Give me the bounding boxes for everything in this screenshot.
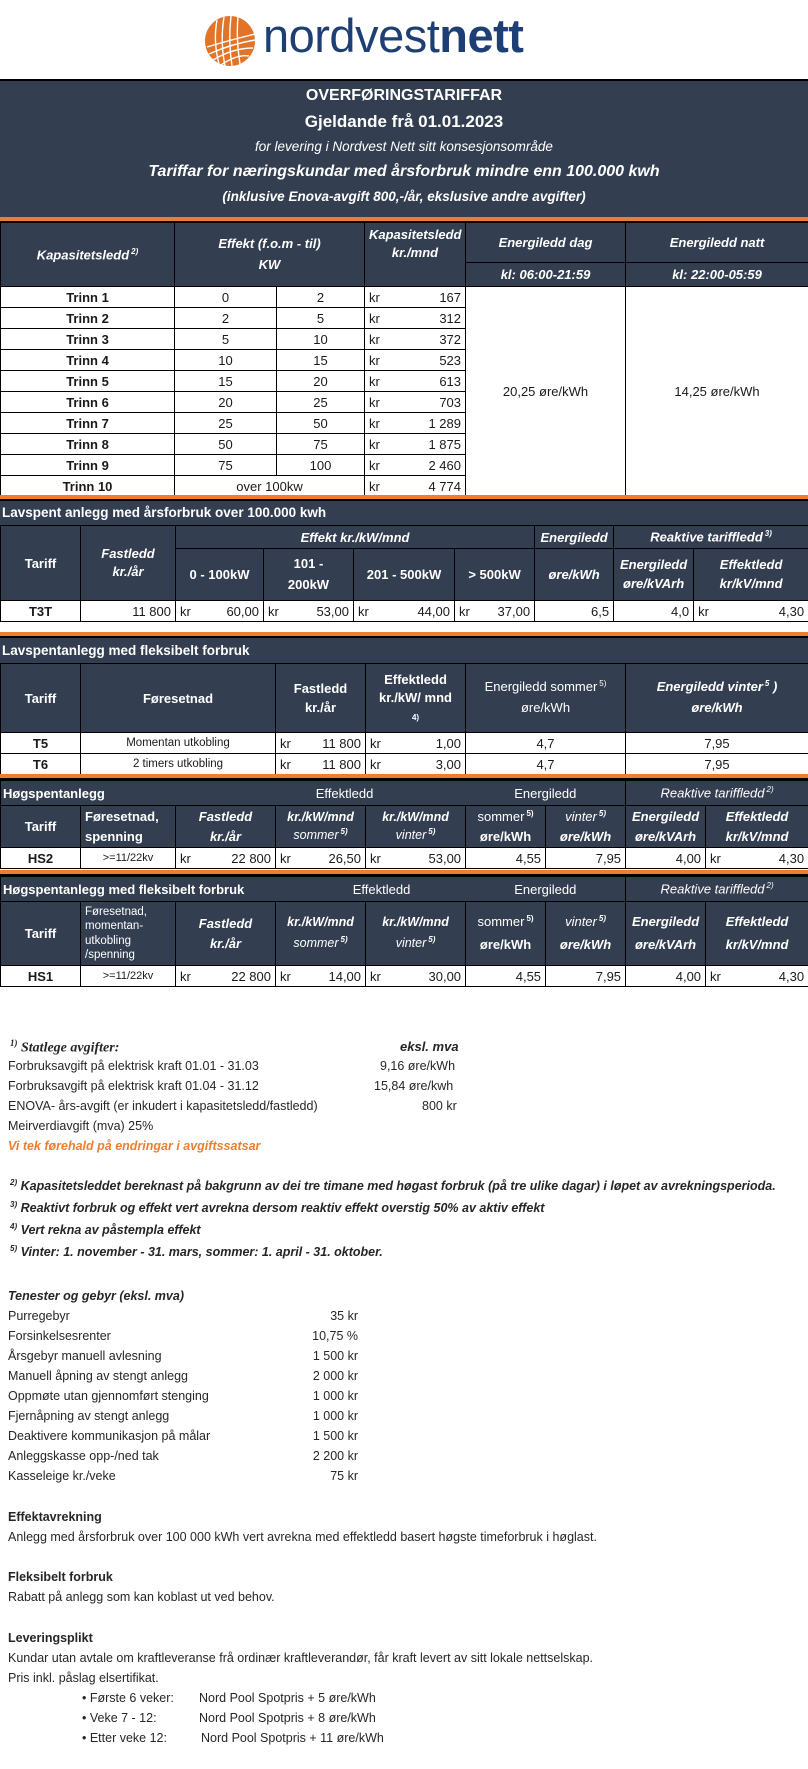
row-sommer-kr: 14,00 <box>298 966 366 987</box>
effektavrekning-text: Anlegg med årsforbruk over 100 000 kWh vert avrekna med effektledd basert høgste timeforbruk i høglast. <box>8 1530 597 1544</box>
row-price: 4 774 <box>391 476 466 497</box>
header-effektledd: Effektledd <box>298 877 466 902</box>
row-name: Trinn 9 <box>1 455 175 476</box>
header-energiledd-vinter: Energiledd vinter $^5$ ) øre/kWh <box>626 664 808 733</box>
row-name: Trinn 2 <box>1 308 175 329</box>
row-currency: kr <box>264 601 282 622</box>
row-currency: kr <box>366 733 391 754</box>
header-foresetnad: Føresetnad <box>81 664 276 733</box>
header-effektledd: Effektledd kr./kW/ mnd 4) <box>366 664 466 733</box>
row-re-effektledd: 4,30 <box>728 966 808 987</box>
table-row <box>1 966 808 987</box>
row-currency: kr <box>365 308 391 329</box>
header-energiledd-natt: Energiledd natt <box>626 223 808 263</box>
header-sommer-energi: sommer $^{5)}$ øre/kWh <box>466 902 546 966</box>
row-currency: kr <box>365 329 391 350</box>
row-sommer-energi: 4,55 <box>466 966 546 987</box>
avgifter-col-header: eksl. mva <box>400 1039 459 1054</box>
header-energiledd: Energiledd <box>535 526 614 549</box>
row-re-energiledd: 4,00 <box>626 848 706 869</box>
header-tariff: Tariff <box>1 902 81 966</box>
row-sommer: 4,7 <box>466 733 626 754</box>
row-price: 613 <box>391 371 466 392</box>
row-currency: kr <box>366 848 388 869</box>
service-row <box>8 1369 358 1389</box>
header-kapasitetsledd: Kapasitetsledd $^{2)}$ <box>1 223 175 287</box>
row-vinter: 7,95 <box>626 754 808 775</box>
header-re-energiledd: Energiledd øre/kVArh <box>626 902 706 966</box>
bullet-value: Nord Pool Spotpris + 8 øre/kWh <box>199 1711 376 1725</box>
subtitle: Tariffar for næringskundar med årsforbruk mindre enn 100.000 kwh <box>148 163 660 180</box>
row-to: 100 <box>277 455 365 476</box>
services-title: Tenester og gebyr (eksl. mva) <box>8 1289 184 1303</box>
row-to: 15 <box>277 350 365 371</box>
row-fastledd: 22 800 <box>198 848 276 869</box>
header-vinter-energi: vinter $^{5)}$ øre/kWh <box>546 806 626 848</box>
row-currency: kr <box>706 966 728 987</box>
row-price: 372 <box>391 329 466 350</box>
header-fastledd: Fastledd kr./år <box>176 902 276 966</box>
service-row <box>8 1429 358 1449</box>
header-tariff: Tariff <box>1 526 81 601</box>
header-over-500kw: > 500kW <box>455 549 535 601</box>
header-effekt: Effekt (f.o.m - til) KW <box>175 223 365 287</box>
row-re-energiledd: 4,0 <box>614 601 694 622</box>
logo-wordmark <box>263 8 523 63</box>
valid-from: Gjeldande frå 01.01.2023 <box>304 112 504 131</box>
row-currency: kr <box>365 392 391 413</box>
header-fastledd: Fastledd kr./år <box>176 806 276 848</box>
table-row <box>1 733 808 754</box>
footnote: $^{2)}$ Kapasitetsleddet bereknast på bakgrunn av dei tre timane med høgast forbruk (på tre ulike dagar) i løpet av avrekningsperioda. <box>10 1178 776 1194</box>
row-currency: kr <box>365 434 391 455</box>
table-row <box>1 601 808 622</box>
row-currency: kr <box>176 966 198 987</box>
service-value: 2 200 kr <box>312 1449 358 1463</box>
table-row <box>1 848 808 869</box>
row-currency: kr <box>276 848 298 869</box>
row-currency: kr <box>365 455 391 476</box>
header-vinter-energi: vinter $^{5)}$ øre/kWh <box>546 902 626 966</box>
footnote: $^{5)}$ Vinter: 1. november - 31. mars, sommer: 1. april - 31. oktober. <box>10 1244 383 1260</box>
service-value: 1 500 kr <box>312 1349 358 1363</box>
row-from: 0 <box>175 287 277 308</box>
leveringsplikt-text: Pris inkl. påslag elsertifikat. <box>8 1671 159 1685</box>
row-from: 15 <box>175 371 277 392</box>
service-label: Forsinkelsesrenter <box>8 1329 111 1343</box>
avgift-label: ENOVA- års-avgift (er inkudert i kapasitetsledd/fastledd) <box>8 1099 318 1113</box>
row-currency: kr <box>354 601 372 622</box>
row-currency: kr <box>365 476 391 497</box>
logo-text-bold: nett <box>439 9 524 62</box>
row-tariff: HS2 <box>1 848 81 869</box>
lavspent-fleksibelt-table <box>0 663 808 775</box>
header-0-100kw: 0 - 100kW <box>176 549 264 601</box>
header-tariff: Tariff <box>1 806 81 848</box>
header-sommer-kr: kr./kW/mnd sommer $^{5)}$ <box>276 806 366 848</box>
header-natt-time: kl: 22:00-05:59 <box>626 263 808 287</box>
row-vinter-kr: 30,00 <box>388 966 466 987</box>
row-re-effektledd: 4,30 <box>728 848 808 869</box>
service-value: 1 000 kr <box>312 1389 358 1403</box>
logo-text-light: nordvest <box>263 9 440 62</box>
service-row <box>8 1409 358 1429</box>
row-vinter-energi: 7,95 <box>546 966 626 987</box>
avgift-value: 800 kr <box>422 1099 457 1113</box>
header-re-energiledd: Energiledd øre/kVArh <box>614 549 694 601</box>
row-from: 25 <box>175 413 277 434</box>
row-price: 523 <box>391 350 466 371</box>
row-currency: kr <box>176 601 194 622</box>
service-value: 75 kr <box>330 1469 358 1483</box>
leveringsplikt-title: Leveringsplikt <box>8 1631 93 1645</box>
row-currency: kr <box>366 754 391 775</box>
leveringsplikt-text: Kundar utan avtale om kraftleveranse frå ordinær kraftleverandør, får kraft levert av sitt lokale nettselskap. <box>8 1651 593 1665</box>
row-vinter-energi: 7,95 <box>546 848 626 869</box>
hogspent-table <box>0 780 808 869</box>
row-currency: kr <box>365 350 391 371</box>
row-price: 167 <box>391 287 466 308</box>
row-to: 50 <box>277 413 365 434</box>
header-fastledd: Fastledd kr./år <box>276 664 366 733</box>
service-value: 1 000 kr <box>312 1409 358 1423</box>
service-row <box>8 1469 358 1489</box>
logo-globe-icon <box>203 14 257 68</box>
header-effektledd: Effektledd <box>198 781 466 806</box>
row-from: 50 <box>175 434 277 455</box>
row-to: 10 <box>277 329 365 350</box>
row-vinter-kr: 53,00 <box>388 848 466 869</box>
row-from: 20 <box>175 392 277 413</box>
row-to: 75 <box>277 434 365 455</box>
row-effekt-over-500: 37,00 <box>473 601 535 622</box>
row-currency: kr <box>366 966 388 987</box>
title-banner <box>0 79 808 217</box>
capacity-tariff-table <box>0 222 808 497</box>
header-foresetnad: Føresetnad, spenning <box>81 806 176 848</box>
row-currency: kr <box>276 733 301 754</box>
row-range: over 100kw <box>175 476 365 497</box>
header-ore-kwh: øre/kWh <box>535 549 614 601</box>
header-sommer-kr: kr./kW/mnd sommer $^{5)}$ <box>276 902 366 966</box>
fleksibelt-text: Rabatt på anlegg som kan koblast ut ved behov. <box>8 1590 275 1604</box>
effektavrekning-title: Effektavrekning <box>8 1510 102 1524</box>
header-re-effektledd: Effektledd kr/kV/mnd <box>706 806 808 848</box>
table-row <box>1 754 808 775</box>
avgift-value: 15,84 øre/kwh <box>374 1079 454 1093</box>
bullet-label: • Veke 7 - 12: <box>82 1711 157 1725</box>
bullet-value: Nord Pool Spotpris + 5 øre/kWh <box>199 1691 376 1705</box>
service-value: 10,75 % <box>312 1329 358 1343</box>
service-row <box>8 1449 358 1469</box>
avgift-label: Meirverdiavgift (mva) 25% <box>8 1119 154 1133</box>
hogspent-fleksibelt-table <box>0 876 808 987</box>
section-title-hogspent-fleksibelt: Høgspentanlegg med fleksibelt forbruk <box>1 877 298 902</box>
page-title: OVERFØRINGSTARIFFAR <box>305 87 503 104</box>
row-foresetnad: Momentan utkobling <box>81 733 276 754</box>
row-price: 1 289 <box>391 413 466 434</box>
header-tariff: Tariff <box>1 664 81 733</box>
avgift-label: Forbruksavgift på elektrisk kraft 01.04 - 31.12 <box>8 1079 259 1093</box>
bullet-value: Nord Pool Spotpris + 11 øre/kWh <box>201 1731 384 1745</box>
row-from: 2 <box>175 308 277 329</box>
row-foresetnad: >=11/22kv <box>81 966 176 987</box>
header-foresetnad: Føresetnad, momentan- utkobling /spenning <box>81 902 176 966</box>
row-from: 10 <box>175 350 277 371</box>
avgift-reservation: Vi tek førehald på endringar i avgiftssatsar <box>8 1139 261 1153</box>
service-label: Deaktivere kommunikasjon på målar <box>8 1429 211 1443</box>
row-fastledd: 11 800 <box>301 733 366 754</box>
service-row <box>8 1329 358 1349</box>
subtitle-note: (inklusive Enova-avgift 800,-/år, ekslusive andre avgifter) <box>222 189 586 204</box>
row-price: 703 <box>391 392 466 413</box>
header-reaktive: Reaktive tariffledd $^{3)}$ <box>614 526 808 549</box>
row-currency: kr <box>365 371 391 392</box>
header-reaktive: Reaktive tariffledd $^{2)}$ <box>626 877 808 902</box>
section-title-hogspent: Høgspentanlegg <box>1 781 198 806</box>
row-currency: kr <box>706 848 728 869</box>
row-name: Trinn 8 <box>1 434 175 455</box>
header-energiledd: Energiledd <box>466 781 626 806</box>
service-row <box>8 1309 358 1329</box>
header-vinter-kr: kr./kW/mnd vinter $^{5)}$ <box>366 902 466 966</box>
bullet-label: • Etter veke 12: <box>82 1731 167 1745</box>
row-tariff: T3T <box>1 601 81 622</box>
row-name: Trinn 3 <box>1 329 175 350</box>
table-row <box>1 287 808 308</box>
row-from: 5 <box>175 329 277 350</box>
row-name: Trinn 1 <box>1 287 175 308</box>
row-to: 25 <box>277 392 365 413</box>
header-energiledd: Energiledd <box>466 877 626 902</box>
service-label: Fjernåpning av stengt anlegg <box>8 1409 170 1423</box>
header-sommer-energi: sommer $^{5)}$ øre/kWh <box>466 806 546 848</box>
header-201-500kw: 201 - 500kW <box>354 549 455 601</box>
row-effektledd: 1,00 <box>391 733 466 754</box>
row-effekt-101-200: 53,00 <box>282 601 354 622</box>
header-kapasitetsledd-kr: Kapasitetsledd kr./mnd <box>365 223 466 287</box>
header-re-effektledd: Effektledd kr/kV/mnd <box>694 549 808 601</box>
row-from: 75 <box>175 455 277 476</box>
row-currency: kr <box>276 966 298 987</box>
fleksibelt-title: Fleksibelt forbruk <box>8 1570 113 1584</box>
service-value: 2 000 kr <box>312 1369 358 1383</box>
service-value: 1 500 kr <box>312 1429 358 1443</box>
row-sommer: 4,7 <box>466 754 626 775</box>
avgift-label: Forbruksavgift på elektrisk kraft 01.01 - 31.03 <box>8 1059 259 1073</box>
row-to: 20 <box>277 371 365 392</box>
row-price: 1 875 <box>391 434 466 455</box>
row-re-effektledd: 4,30 <box>712 601 808 622</box>
service-label: Årsgebyr manuell avlesning <box>8 1349 162 1363</box>
row-effekt-0-100: 60,00 <box>194 601 264 622</box>
row-currency: kr <box>455 601 473 622</box>
row-effektledd: 3,00 <box>391 754 466 775</box>
header-effekt: Effekt kr./kW/mnd <box>176 526 535 549</box>
row-foresetnad: >=11/22kv <box>81 848 176 869</box>
section-title-fleksibelt: Lavspentanlegg med fleksibelt forbruk <box>0 638 808 663</box>
header-reaktive: Reaktive tariffledd $^{2)}$ <box>626 781 808 806</box>
header-fastledd: Fastledd kr./år <box>81 526 176 601</box>
service-row <box>8 1389 358 1409</box>
header-energiledd-dag: Energiledd dag <box>466 223 626 263</box>
row-fastledd: 22 800 <box>198 966 276 987</box>
row-energiledd: 6,5 <box>535 601 614 622</box>
row-name: Trinn 4 <box>1 350 175 371</box>
row-name: Trinn 7 <box>1 413 175 434</box>
row-to: 5 <box>277 308 365 329</box>
row-name: Trinn 10 <box>1 476 175 497</box>
energiledd-natt-value: 14,25 øre/kWh <box>626 287 808 497</box>
row-fastledd: 11 800 <box>301 754 366 775</box>
row-vinter: 7,95 <box>626 733 808 754</box>
area-text: for levering i Nordvest Nett sitt konsesjonsområde <box>255 139 553 154</box>
row-tariff: HS1 <box>1 966 81 987</box>
row-name: Trinn 6 <box>1 392 175 413</box>
row-name: Trinn 5 <box>1 371 175 392</box>
service-value: 35 kr <box>330 1309 358 1323</box>
row-price: 2 460 <box>391 455 466 476</box>
header-re-effektledd: Effektledd kr/kV/mnd <box>706 902 808 966</box>
avgifter-title: $^{1)}$ Statlege avgifter: <box>10 1038 120 1056</box>
row-sommer-energi: 4,55 <box>466 848 546 869</box>
footnote: $^{3)}$ Reaktivt forbruk og effekt vert avrekna dersom reaktiv effekt overstig 50% av aktiv effekt <box>10 1200 545 1216</box>
service-label: Manuell åpning av stengt anlegg <box>8 1369 188 1383</box>
row-currency: kr <box>694 601 712 622</box>
header-vinter-kr: kr./kW/mnd vinter $^{5)}$ <box>366 806 466 848</box>
row-price: 312 <box>391 308 466 329</box>
row-currency: kr <box>365 413 391 434</box>
service-label: Kasseleige kr./veke <box>8 1469 116 1483</box>
lavspent-table <box>0 525 808 622</box>
header-re-energiledd: Energiledd øre/kVArh <box>626 806 706 848</box>
bullet-label: • Første 6 veker: <box>82 1691 174 1705</box>
row-fastledd: 11 800 <box>81 601 176 622</box>
row-re-energiledd: 4,00 <box>626 966 706 987</box>
logo <box>203 9 543 70</box>
service-label: Purregebyr <box>8 1309 70 1323</box>
service-label: Oppmøte utan gjennomført stenging <box>8 1389 209 1403</box>
row-currency: kr <box>365 287 391 308</box>
row-currency: kr <box>176 848 198 869</box>
row-currency: kr <box>276 754 301 775</box>
header-energiledd-sommer: Energiledd sommer $^{5)}$ øre/kWh <box>466 664 626 733</box>
avgift-value: 9,16 øre/kWh <box>380 1059 456 1073</box>
footnote: $^{4)}$ Vert rekna av påstempla effekt <box>10 1222 201 1238</box>
row-tariff: T5 <box>1 733 81 754</box>
section-title-lavspent: Lavspent anlegg med årsforbruk over 100.000 kwh <box>0 501 808 525</box>
header-dag-time: kl: 06:00-21:59 <box>466 263 626 287</box>
row-to: 2 <box>277 287 365 308</box>
service-label: Anleggskasse opp-/ned tak <box>8 1449 159 1463</box>
row-sommer-kr: 26,50 <box>298 848 366 869</box>
service-row <box>8 1349 358 1369</box>
row-tariff: T6 <box>1 754 81 775</box>
header-101-200kw: 101 - 200kW <box>264 549 354 601</box>
row-effekt-201-500: 44,00 <box>372 601 455 622</box>
energiledd-dag-value: 20,25 øre/kWh <box>466 287 626 497</box>
row-foresetnad: 2 timers utkobling <box>81 754 276 775</box>
